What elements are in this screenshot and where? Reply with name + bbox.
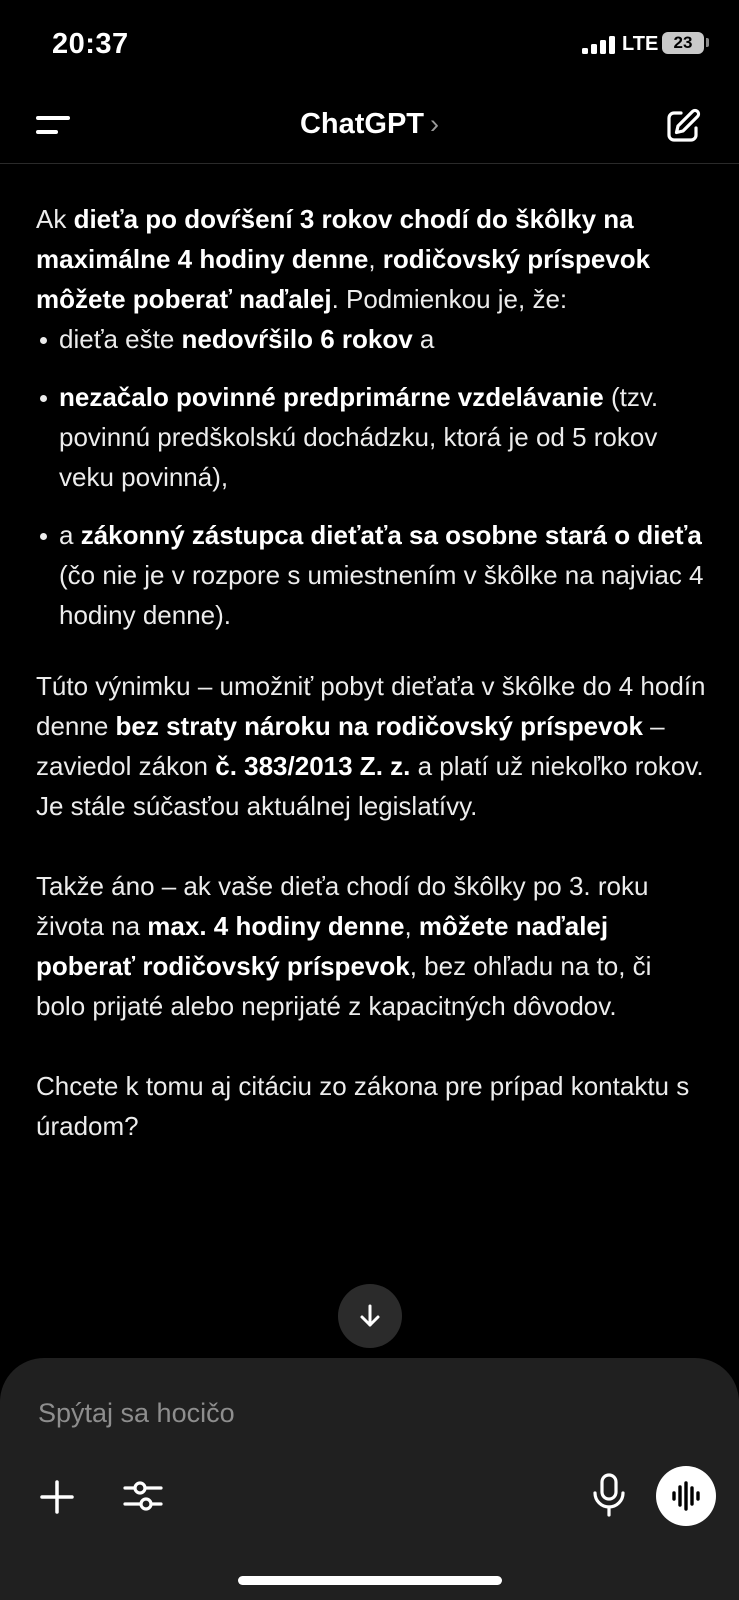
status-bar <box>0 0 739 90</box>
voice-wave-icon <box>670 1480 702 1512</box>
network-type: LTE <box>622 33 659 55</box>
compose-icon[interactable] <box>664 107 702 145</box>
conditions-list <box>36 319 706 635</box>
voice-mode-button[interactable] <box>656 1466 716 1526</box>
message-question: Chcete k tomu aj citáciu zo zákona pre prípad kontaktu s úradom? <box>36 1071 690 1141</box>
message-paragraph: Takže áno – ak vaše dieťa chodí do škôlky po 3. roku života na max. 4 hodiny denne, môžete naďalej poberať rodičovský príspevok, bez ohľadu na to, či bolo prijaté alebo neprijaté z kapacitných dôvodov. <box>36 871 652 1021</box>
status-time: 20:37 <box>52 28 129 60</box>
signal-icon <box>582 36 616 54</box>
list-item: dieťa ešte nedovŕšilo 6 rokov a <box>36 319 706 359</box>
assistant-message <box>36 199 706 1146</box>
plus-icon[interactable] <box>38 1478 76 1516</box>
battery-level: 23 <box>673 33 693 52</box>
scroll-down-button[interactable] <box>338 1284 402 1348</box>
arrow-down-icon <box>356 1302 384 1330</box>
battery-tip <box>706 38 709 47</box>
list-item: a zákonný zástupca dieťaťa sa osobne stará o dieťa (čo nie je v rozpore s umiestnením v škôlke na najviac 4 hodiny denne). <box>36 515 706 635</box>
composer <box>0 1358 739 1600</box>
message-intro: Ak dieťa po dovŕšení 3 rokov chodí do škôlky na maximálne 4 hodiny denne, rodičovský príspevok môžete poberať naďalej. Podmienkou je, že: <box>36 204 651 314</box>
message-input[interactable] <box>38 1390 598 1436</box>
tools-icon[interactable] <box>122 1475 164 1517</box>
list-item: nezačalo povinné predprimárne vzdelávanie (tzv. povinnú predškolskú dochádzku, ktorá je od 5 rokov veku povinná), <box>36 377 706 497</box>
home-indicator <box>238 1576 502 1585</box>
chevron-right-icon: › <box>430 109 440 139</box>
chat-header <box>0 90 739 164</box>
microphone-icon[interactable] <box>590 1472 628 1518</box>
header-title: ChatGPT <box>299 108 425 140</box>
model-selector[interactable] <box>0 108 739 141</box>
message-paragraph: Túto výnimku – umožniť pobyt dieťaťa v škôlke do 4 hodín denne bez straty nároku na rodičovský príspevok – zaviedol zákon č. 383/2013 Z. z. a platí už niekoľko rokov. Je stále súčasťou aktuálnej legislatívy. <box>36 671 706 821</box>
battery-icon <box>662 32 704 54</box>
